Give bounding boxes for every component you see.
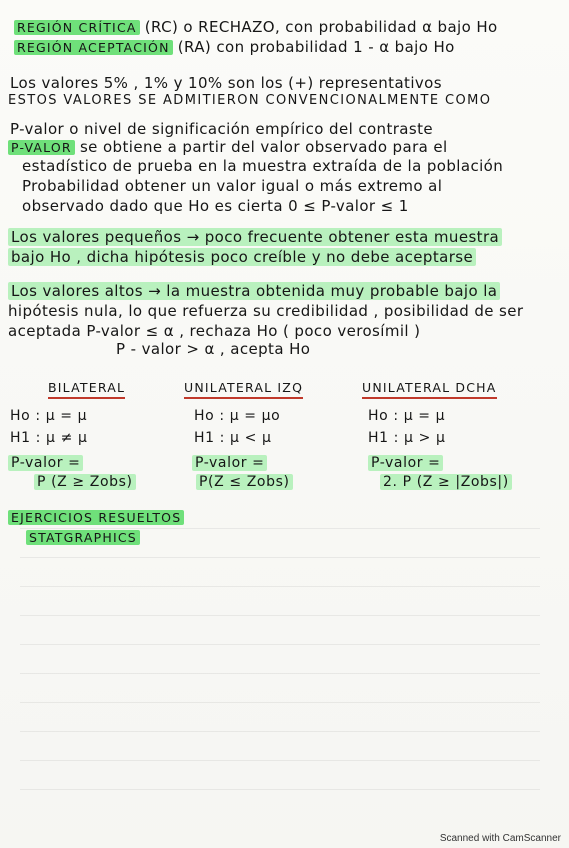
unilateral-dcha-formula xyxy=(380,474,512,490)
bilateral-pvalor-text: P-valor = xyxy=(8,455,83,471)
unilateral-dcha-heading: UNILATERAL DCHA xyxy=(362,380,497,399)
unilateral-dcha-h1: H1 : μ > μ xyxy=(368,430,446,446)
bilateral-formula xyxy=(34,474,136,490)
ejercicios-highlight: EJERCICIOS RESUELTOS xyxy=(8,510,184,525)
unilateral-izq-h1: H1 : μ < μ xyxy=(194,430,272,446)
p-valor-definicion-line: P-valor o nivel de significación empírico del contraste xyxy=(10,120,434,138)
valores-altos-text: Los valores altos → la muestra obtenida muy probable bajo la xyxy=(8,282,500,300)
unilateral-dcha-h0: Ho : μ = μ xyxy=(368,408,446,424)
unilateral-dcha-formula-text: 2. P (Z ≥ |Zobs|) xyxy=(380,474,512,490)
p-valor-highlight: P-VALOR xyxy=(8,140,75,155)
bajo-ho-line xyxy=(8,248,476,266)
region-critica-highlight: REGIÓN CRÍTICA xyxy=(14,20,140,35)
valores-pequenos-text: Los valores pequeños → poco frecuente obtener esta muestra xyxy=(8,228,502,246)
unilateral-dcha-pvalor-text: P-valor = xyxy=(368,455,443,471)
bilateral-h0: Ho : μ = μ xyxy=(10,408,88,424)
unilateral-izq-heading: UNILATERAL IZQ xyxy=(184,380,303,399)
statgraphics-heading xyxy=(26,528,140,547)
valores-pequenos-line xyxy=(8,228,502,246)
ejercicios-heading xyxy=(8,508,184,527)
scanner-watermark: Scanned with CamScanner xyxy=(439,833,561,844)
p-valor-obtiene-line xyxy=(8,138,448,157)
bilateral-formula-text: P (Z ≥ Zobs) xyxy=(34,474,136,490)
unilateral-dcha-pvalor-label xyxy=(368,455,443,471)
region-aceptacion-highlight: REGIÓN ACEPTACIÓN xyxy=(14,40,173,55)
bilateral-pvalor-label xyxy=(8,455,83,471)
bajo-ho-text: bajo Ho , dicha hipótesis poco creíble y no debe aceptarse xyxy=(8,248,476,266)
region-aceptacion-text: (RA) con probabilidad 1 - α bajo Ho xyxy=(172,38,455,56)
region-critica-text: (RC) o RECHAZO, con probabilidad α bajo Ho xyxy=(139,18,498,36)
valores-convencionales-line: ESTOS VALORES SE ADMITIERON CONVENCIONALMENTE COMO xyxy=(8,93,492,108)
valores-representativos-line: Los valores 5% , 1% y 10% son los (+) representativos xyxy=(10,74,442,92)
statgraphics-highlight: STATGRAPHICS xyxy=(26,530,140,545)
region-aceptacion-line xyxy=(14,38,455,57)
unilateral-izq-formula xyxy=(196,474,293,490)
probabilidad-line: Probabilidad obtener un valor igual o más extremo al xyxy=(22,177,443,195)
unilateral-izq-h0: Ho : μ = μo xyxy=(194,408,281,424)
aceptada-line: aceptada P-valor ≤ α , rechaza Ho ( poco verosímil ) xyxy=(8,322,421,340)
bilateral-h1: H1 : μ ≠ μ xyxy=(10,430,88,446)
region-critica-line xyxy=(14,18,498,37)
p-valor-obtiene-text: se obtiene a partir del valor observado para el xyxy=(74,138,448,156)
unilateral-izq-pvalor-text: P-valor = xyxy=(192,455,267,471)
hipotesis-nula-line: hipótesis nula, lo que refuerza su credibilidad , posibilidad de ser xyxy=(8,302,524,320)
observado-line: observado dado que Ho es cierta 0 ≤ P-valor ≤ 1 xyxy=(22,197,409,215)
estadistico-line: estadístico de prueba en la muestra extraída de la población xyxy=(22,157,504,175)
bilateral-heading: BILATERAL xyxy=(48,380,125,399)
unilateral-izq-pvalor-label xyxy=(192,455,267,471)
valores-altos-line xyxy=(8,282,500,300)
unilateral-izq-formula-text: P(Z ≤ Zobs) xyxy=(196,474,293,490)
acepta-ho-line: P - valor > α , acepta Ho xyxy=(116,340,311,358)
